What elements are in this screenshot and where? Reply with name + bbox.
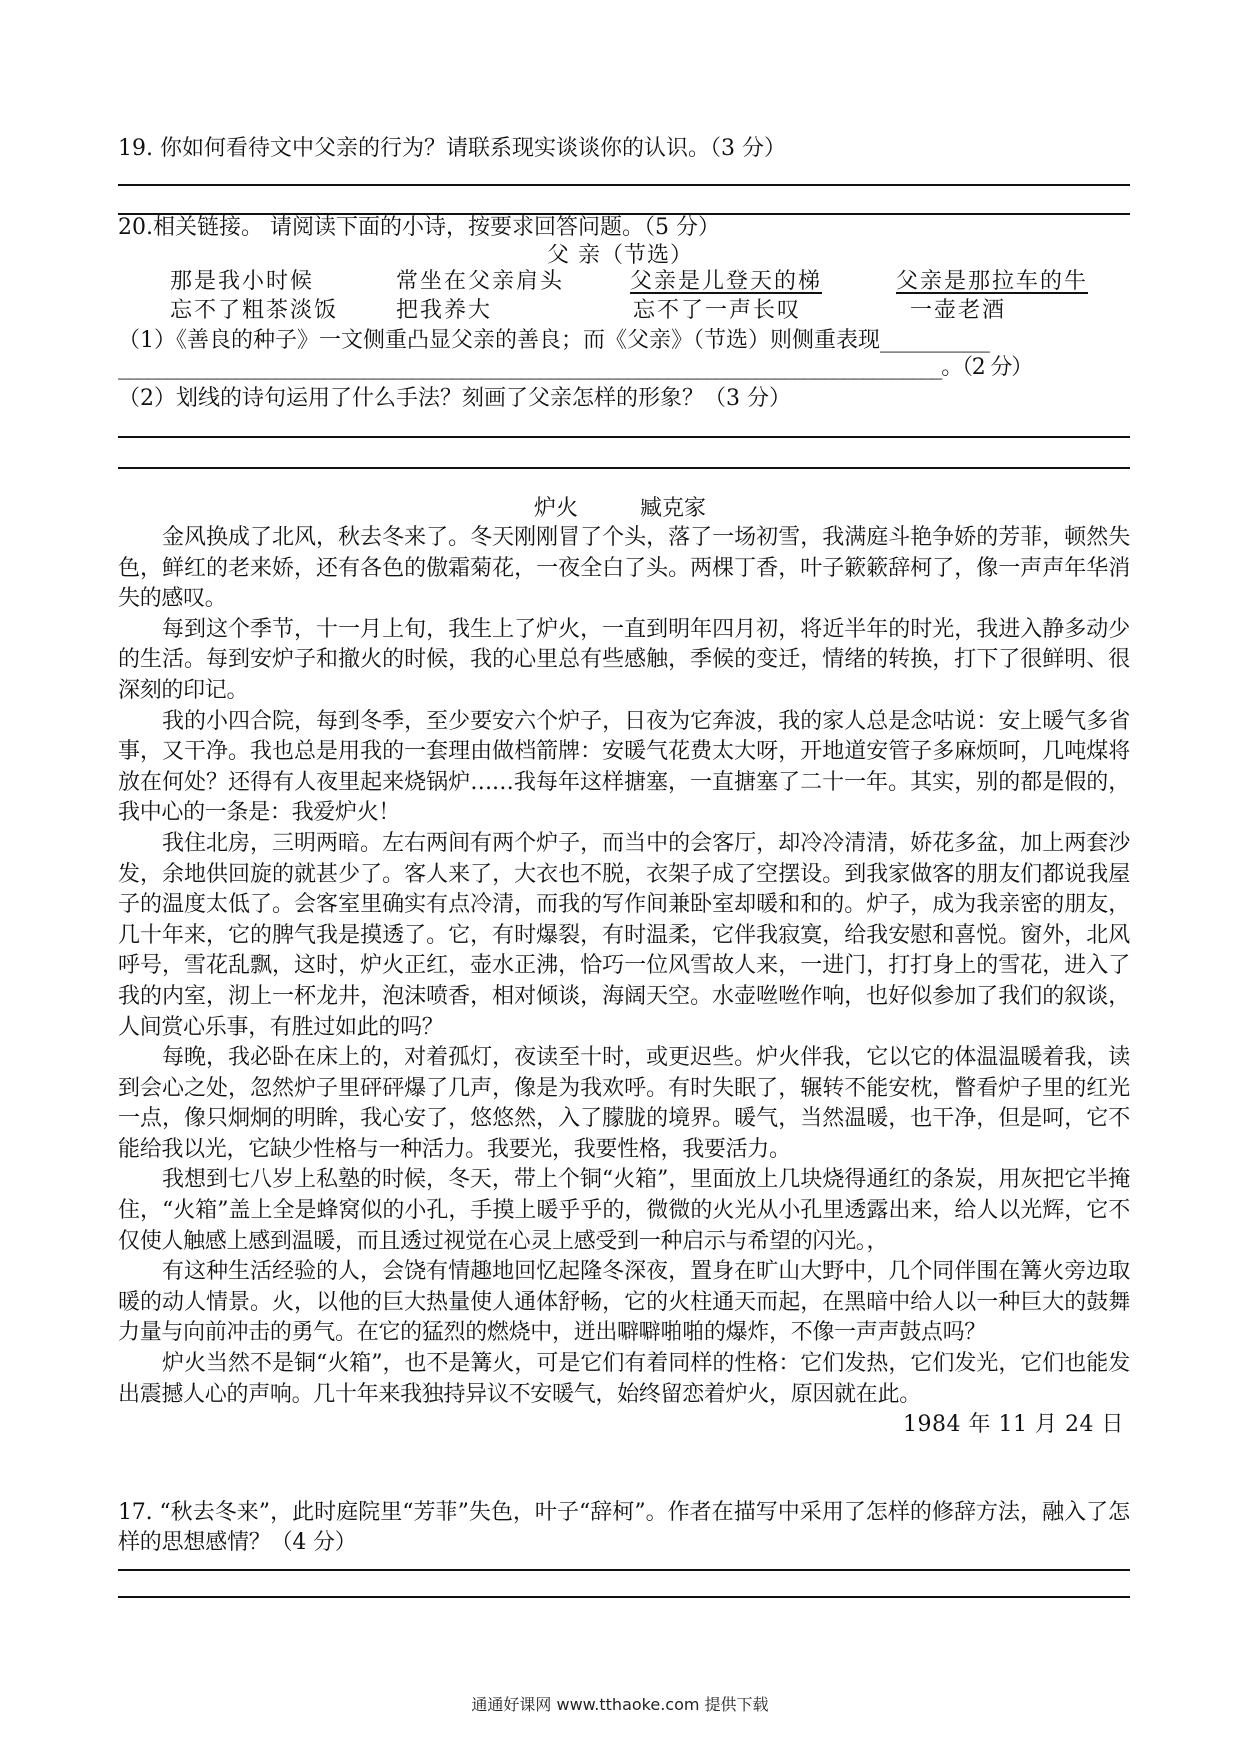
poem-line: 一壶老酒 [910, 298, 1007, 323]
answer-line-17a[interactable] [118, 1569, 1130, 1571]
poem-line: 把我养大 [396, 298, 493, 323]
essay-author: 臧克家 [640, 496, 707, 521]
poem-line: 忘不了一声长叹 [633, 298, 802, 323]
page-footer: 通通好课网 www.tthaoke.com 提供下载 [471, 1695, 769, 1714]
essay-paragraph: 我的小四合院，每到冬季，至少要安六个炉子，日夜为它奔波，我的家人总是念咕说：安上暖气多省事，又干净。我也总是用我的一套理由做档箭牌：安暖气花费太大呀，开地道安管子多麻烦呵，几吨煤将放在何处？还得有人夜里起来烧锅炉……我每年这样搪塞，一直搪塞了二十一年。其实，别的都是假的，我中心的一条是：我爱炉火！ [118, 708, 1130, 826]
essay-paragraph: 我住北房，三明两暗。左右两间有两个炉子，而当中的会客厅，却冷冷清清，娇花多盆，加上两套沙发，余地供回旋的就甚少了。客人来了，大衣也不脱，衣架子成了空摆设。到我家做客的朋友们都说我屋子的温度太低了。会客室里确实有点冷清，而我的写作间兼卧室却暖和和的。炉子，成为我亲密的朋友，几十年来，它的脾气我是摸透了。它，有时爆裂，有时温柔，它伴我寂寞，给我安慰和喜悦。窗外，北风呼号，雪花乱飘，这时，炉火正红，壶水正沸，恰巧一位风雪故人来，一进门，打打身上的雪花，进入了我的内室，沏上一杯龙井，泡沫喷香，相对倾谈，海阔天空。水壶咝咝作响，也好似参加了我们的叙谈，人间赏心乐事，有胜过如此的吗？ [118, 830, 1130, 1040]
question-20-sub2: （2）划线的诗句运用了什么手法？刻画了父亲怎样的形象？（3 分） [118, 386, 791, 411]
poem-line: 常坐在父亲肩头 [396, 269, 565, 294]
question-20-intro: 20.相关链接。 请阅读下面的小诗，按要求回答问题。（5 分） [118, 215, 720, 240]
essay-heading [0, 494, 1240, 524]
answer-line-20b[interactable] [118, 467, 1130, 469]
question-20-sub1: （1）《善良的种子》一文侧重凸显父亲的善良；而《父亲》（节选）则侧重表现__________ [118, 328, 990, 353]
poem-line-underlined: 父亲是那拉车的牛 [896, 269, 1089, 294]
answer-line-19a[interactable] [118, 184, 1130, 186]
poem-row-2 [170, 295, 1140, 327]
essay-paragraph: 金风换成了北风，秋去冬来了。冬天刚刚冒了个头，落了一场初雪，我满庭斗艳争娇的芳菲，顿然失色，鲜红的老来娇，还有各色的傲霜菊花，一夜全白了头。两棵丁香，叶子簌簌辞柯了，像一声声年华消失的感叹。 [118, 525, 1130, 612]
poem-line: 那是我小时候 [170, 269, 315, 294]
poem-line: 忘不了粗茶淡饭 [170, 298, 339, 323]
poem-row-1 [170, 266, 1140, 298]
essay-paragraph: 炉火当然不是铜“火箱”，也不是篝火，可是它们有着同样的性格：它们发热，它们发光，它们也能发出震撼人心的声响。几十年来我独持异议不安暖气，始终留恋着炉火，原因就在此。 [118, 1351, 1130, 1407]
poem-title: 父 亲（节选） [547, 243, 693, 268]
question-17: 17. “秋去冬来”，此时庭院里“芳菲”失色，叶子“辞柯”。作者在描写中采用了怎样的修辞方法，融入了怎样的思想感情？（4 分） [118, 1500, 1130, 1555]
essay-title: 炉火 [533, 496, 578, 521]
essay-body [118, 523, 1130, 1441]
essay-paragraph: 每晚，我必卧在床上的，对着孤灯，夜读至十时，或更迟些。炉火伴我，它以它的体温温暖着我，读到会心之处，忽然炉子里砰砰爆了几声，像是为我欢呼。有时失眠了，辗转不能安枕，瞥看炉子里的红光一点，像只炯炯的明眸，我心安了，悠悠然，入了朦胧的境界。暖气，当然温暖，也干净，但是呵，它不能给我以光，它缺少性格与一种活力。我要光，我要性格，我要活力。 [118, 1045, 1130, 1162]
answer-line-17b[interactable] [118, 1596, 1130, 1598]
essay-paragraph: 有这种生活经验的人，会饶有情趣地回忆起隆冬深夜，置身在旷山大野中，几个同伴围在篝火旁边取暖的动人情景。火，以他的巨大热量使人通体舒畅，它的火柱通天而起，在黑暗中给人以一种巨大的鼓舞力量与向前冲击的勇气。在它的猛烈的燃烧中，迸出噼噼啪啪的爆炸，不像一声声鼓点吗？ [118, 1259, 1130, 1346]
answer-line-20a[interactable] [118, 436, 1130, 438]
question-19: 19. 你如何看待文中父亲的行为？请联系现实谈谈你的认识。（3 分） [118, 136, 786, 161]
essay-paragraph: 我想到七八岁上私塾的时候，冬天，带上个铜“火箱”，里面放上几块烧得通红的条炭，用灰把它半掩住，“火箱”盖上全是蜂窝似的小孔，手摸上暖乎乎的，微微的火光从小孔里透露出来，给人以光辉，它不仅使人触感上感到温暖，而且透过视觉在心灵上感受到一种启示与希望的闪光。， [118, 1167, 1130, 1254]
essay-date: 1984 年 11 月 24 日 [903, 1412, 1124, 1438]
question-20-sub1-blank[interactable]: ____________________________________________________________________________________。（2 分） [118, 355, 1032, 380]
essay-paragraph: 每到这个季节，十一月上旬，我生上了炉火，一直到明年四月初，将近半年的时光，我进入静多动少的生活。每到安炉子和撤火的时候，我的心里总有些感触，季候的变迁，情绪的转换，打下了很鲜明、很深刻的印记。 [118, 616, 1130, 703]
poem-line-underlined: 父亲是儿登天的梯 [630, 269, 823, 294]
